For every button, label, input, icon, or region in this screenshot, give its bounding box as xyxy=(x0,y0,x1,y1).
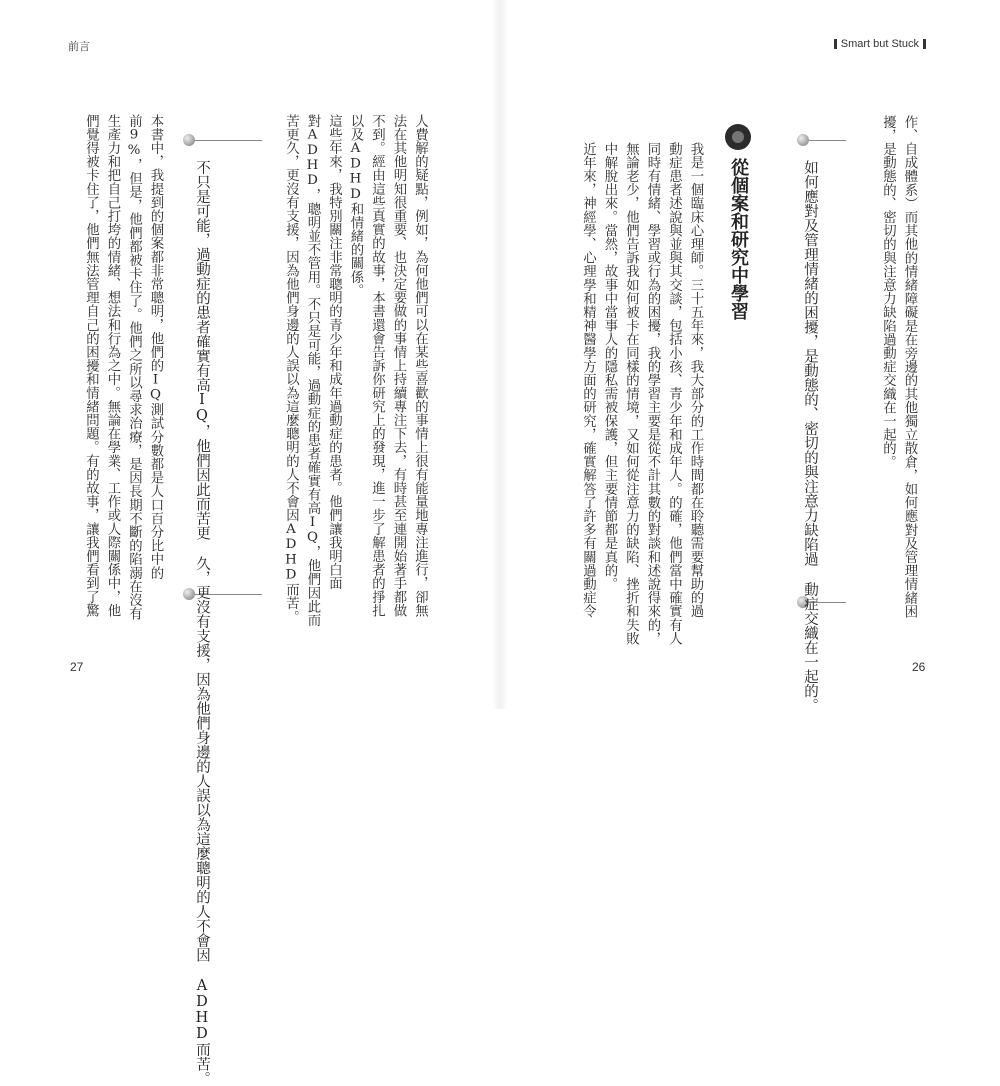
text-column: 前9%，但是，他們都被卡住了。他們之所以尋求治療，是因長期不斷的陷溺在沒有 xyxy=(126,114,142,621)
text-column: 無論老少，他們告訴我如何被卡在同樣的情境，又如何從注意力的缺陷、挫折和失敗 xyxy=(623,142,639,646)
left-body-text-2 xyxy=(80,114,166,620)
quote-column: 久，更沒有支援，因為他們身邊的人誤以為這麼聰明的人不會因 xyxy=(194,556,210,962)
text-column: 我是一個臨床心理師。三十五年來，我大部分的工作時間都在聆聽需要幫助的過 xyxy=(688,142,703,618)
left-pull-quote xyxy=(190,160,214,1086)
section-heading xyxy=(722,122,756,322)
running-header-title: Smart but Stuck xyxy=(840,38,919,50)
page-number-right: 26 xyxy=(912,660,926,674)
text-column: 中解脫出來。當然，故事中當事人的隱私需被保護，但主要情節都是真的。 xyxy=(602,142,617,591)
callout-bracket-top xyxy=(806,140,846,141)
book-gutter xyxy=(492,0,508,709)
callout-knob xyxy=(797,134,809,146)
text-column: 不到。經由這些真實的故事，本書還會告訴你研究上的發現，進一步了解患者的掙扎 xyxy=(369,114,385,618)
text-column: 們覺得被卡住了，他們無法管理自己的困擾和情緒問題。有的故事，讓我們看到了驚 xyxy=(83,114,99,618)
section-heading-text: 從個案和研究中學習 xyxy=(728,158,749,320)
text-column: 對ADHD，聰明並不管用。不只是可能，過動症的患者確實有高IQ，他們因此而 xyxy=(305,114,320,627)
quote-column: 不只是可能，過動症的患者確實有高IQ，他們因此而苦更 xyxy=(194,160,210,540)
text-column: 以及ADHD和情緒的關係。 xyxy=(348,114,363,298)
right-pull-quote xyxy=(798,160,822,713)
header-bar-left xyxy=(834,39,837,49)
text-column: 法在其他明知很重要、也決定要做的事情上持續專注下去，有時甚至連開始著手都做 xyxy=(391,114,406,618)
text-column: 近年來，神經學、心理學和精神醫學方面的研究，確實解答了許多有關過動症令 xyxy=(580,142,596,618)
right-intro-text xyxy=(877,115,920,618)
text-column: 動症患者述說與並與其交談，包括小孩、青少年和成年人。的確，他們當中確實有人 xyxy=(666,142,682,646)
quote-column: 動症交織在一起的。 xyxy=(802,582,818,713)
text-column: 本書中，我提到的個案都非常聰明，他們的IQ測試分數都是人口百分比中的 xyxy=(148,114,163,580)
callout-bracket-top xyxy=(192,140,262,141)
callout-knob xyxy=(183,134,195,146)
text-column: 苦更久，更沒有支援，因為他們身邊的人誤以為這麼聰明的人不會因ADHD而苦。 xyxy=(283,114,299,624)
header-bar-right xyxy=(923,39,926,49)
quote-column: ADHD而苦。 xyxy=(194,978,210,1086)
right-body-text xyxy=(577,142,706,646)
brain-icon xyxy=(725,124,751,150)
quote-column: 如何應對及管理情緒的困擾，是動態的、密切的與注意力缺陷過 xyxy=(802,160,818,566)
text-column: 擾，是動態的、密切的與注意力缺陷過動症交織在一起的。 xyxy=(880,115,896,469)
text-column: 人費解的疑點，例如，為何他們可以在某些喜歡的事情上很有能量地專注進行，卻無 xyxy=(412,114,428,618)
text-column: 作、自成體系）而其他的情緒障礙是在旁邊的其他獨立散倉，如何應對及管理情緒困 xyxy=(902,115,917,619)
left-body-text xyxy=(280,114,431,627)
running-header-right xyxy=(830,38,930,50)
running-header-left: 前言 xyxy=(68,40,90,53)
text-column: 生產力和把自己打垮的情緒、想法和行為之中。無論在學業、工作或人際關係中，他 xyxy=(105,114,120,618)
text-column: 同時有情緒、學習或行為的困擾，我的學習主要是從不計其數的對談和述說得來的， xyxy=(645,142,660,646)
text-column: 這些年來，我特別關注非常聰明的青少年和成年過動症的患者。他們讓我明白面 xyxy=(326,114,342,590)
page-number-left: 27 xyxy=(70,660,84,674)
